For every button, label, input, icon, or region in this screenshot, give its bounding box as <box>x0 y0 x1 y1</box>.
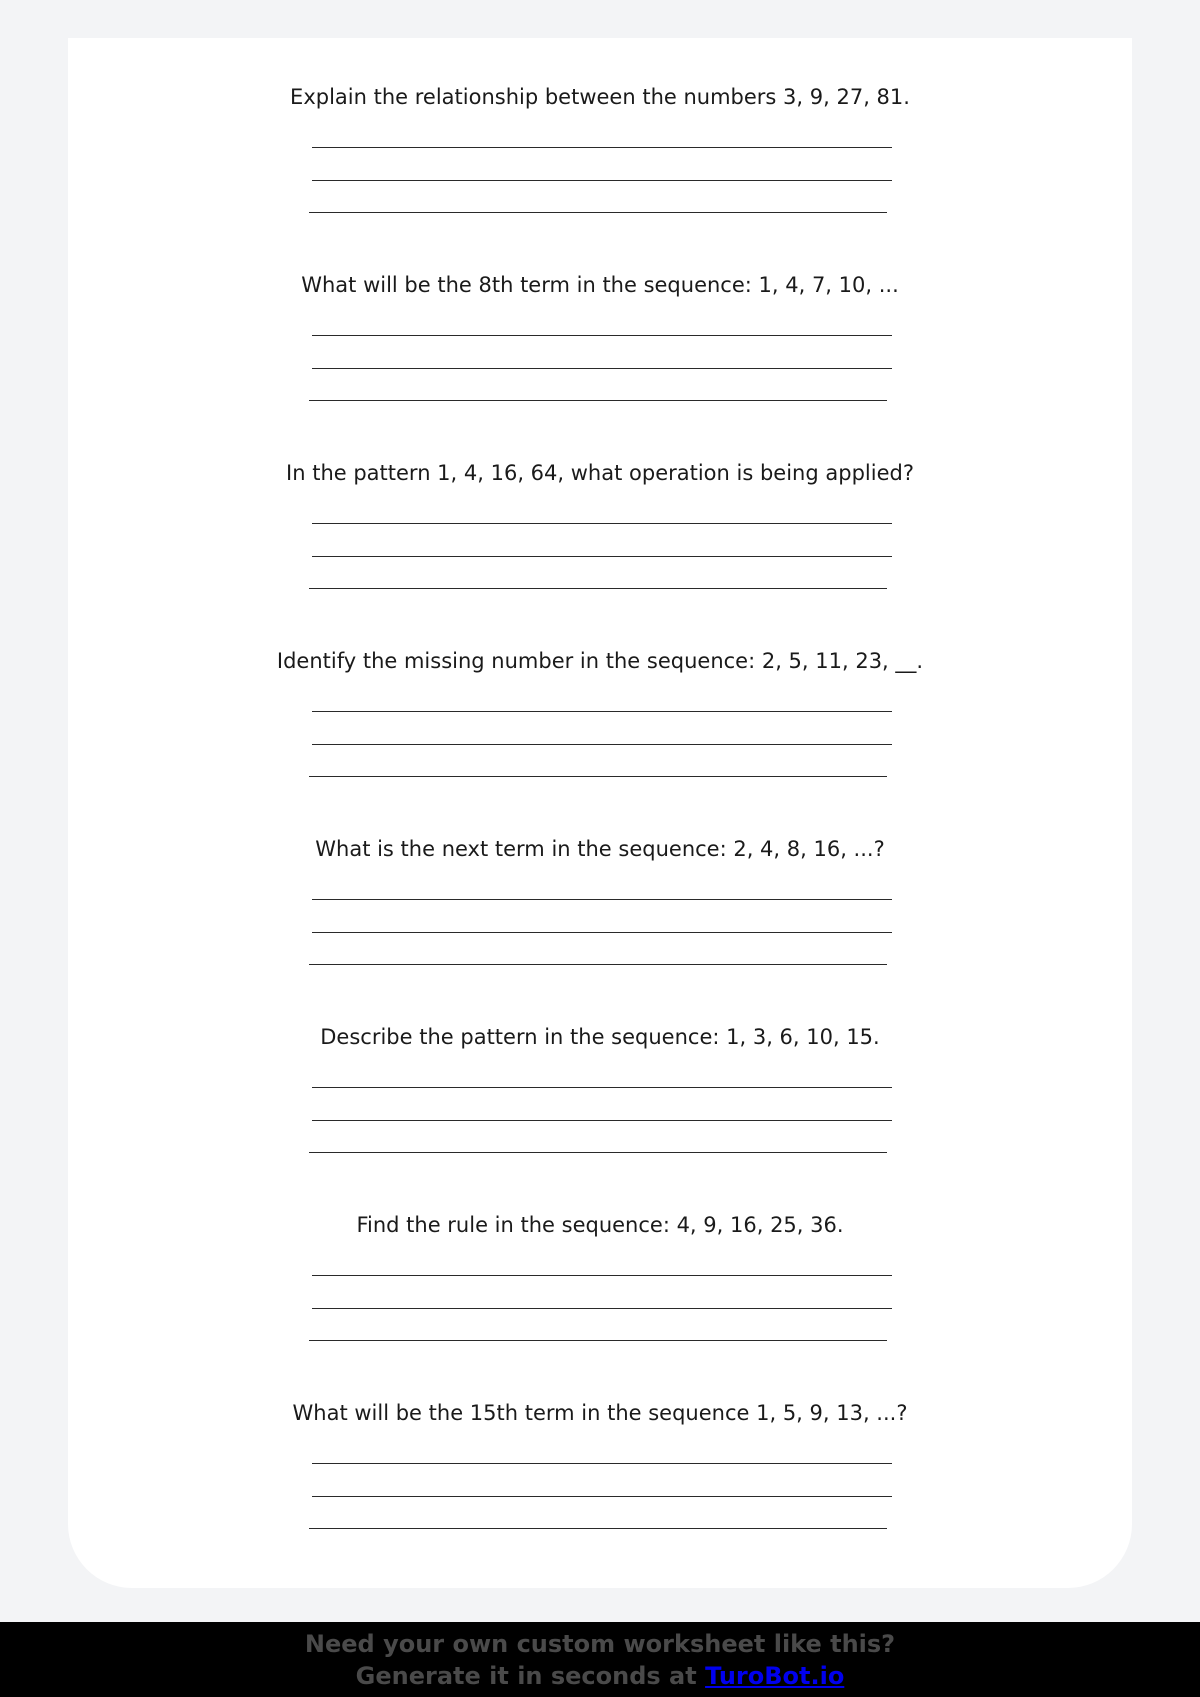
answer-line <box>312 523 892 524</box>
answer-line <box>309 400 887 401</box>
answer-line <box>312 1087 892 1088</box>
question-text: Describe the pattern in the sequence: 1, 3, 6, 10, 15. <box>320 1025 880 1049</box>
turobot-link[interactable]: TuroBot.io <box>705 1662 845 1690</box>
answer-line <box>312 744 892 745</box>
question-text: Explain the relationship between the numbers 3, 9, 27, 81. <box>290 85 910 109</box>
answer-line <box>312 556 892 557</box>
question-item <box>68 1212 1132 1362</box>
answer-line <box>312 1496 892 1497</box>
answer-line <box>309 1152 887 1153</box>
question-item <box>68 272 1132 422</box>
answer-line <box>312 335 892 336</box>
worksheet-sheet <box>68 38 1132 1588</box>
question-text: What will be the 15th term in the sequence 1, 5, 9, 13, ...? <box>292 1401 908 1425</box>
answer-line <box>312 899 892 900</box>
answer-line <box>309 776 887 777</box>
answer-line <box>309 588 887 589</box>
answer-line <box>312 147 892 148</box>
footer-headline: Need your own custom worksheet like this? <box>304 1630 896 1658</box>
footer-subline <box>0 1660 1200 1692</box>
answer-line <box>312 711 892 712</box>
question-text: What is the next term in the sequence: 2, 4, 8, 16, ...? <box>315 837 885 861</box>
answer-line <box>309 212 887 213</box>
question-item <box>68 648 1132 798</box>
answer-line <box>312 180 892 181</box>
answer-line <box>312 1120 892 1121</box>
answer-line <box>312 1308 892 1309</box>
question-item <box>68 1024 1132 1174</box>
answer-line <box>312 1463 892 1464</box>
answer-line <box>312 368 892 369</box>
question-text: In the pattern 1, 4, 16, 64, what operation is being applied? <box>286 461 914 485</box>
answer-line <box>309 1340 887 1341</box>
question-text: What will be the 8th term in the sequence: 1, 4, 7, 10, ... <box>301 273 899 297</box>
answer-line <box>312 932 892 933</box>
answer-line <box>309 964 887 965</box>
answer-line <box>312 1275 892 1276</box>
question-item <box>68 84 1132 234</box>
question-item <box>68 1400 1132 1550</box>
footer-subline-text: Generate it in seconds at <box>355 1662 706 1690</box>
question-text: Find the rule in the sequence: 4, 9, 16, 25, 36. <box>356 1213 844 1237</box>
promo-footer <box>0 1622 1200 1697</box>
question-text: Identify the missing number in the sequence: 2, 5, 11, 23, __. <box>276 649 924 673</box>
question-item <box>68 836 1132 986</box>
answer-line <box>309 1528 887 1529</box>
question-item <box>68 460 1132 610</box>
